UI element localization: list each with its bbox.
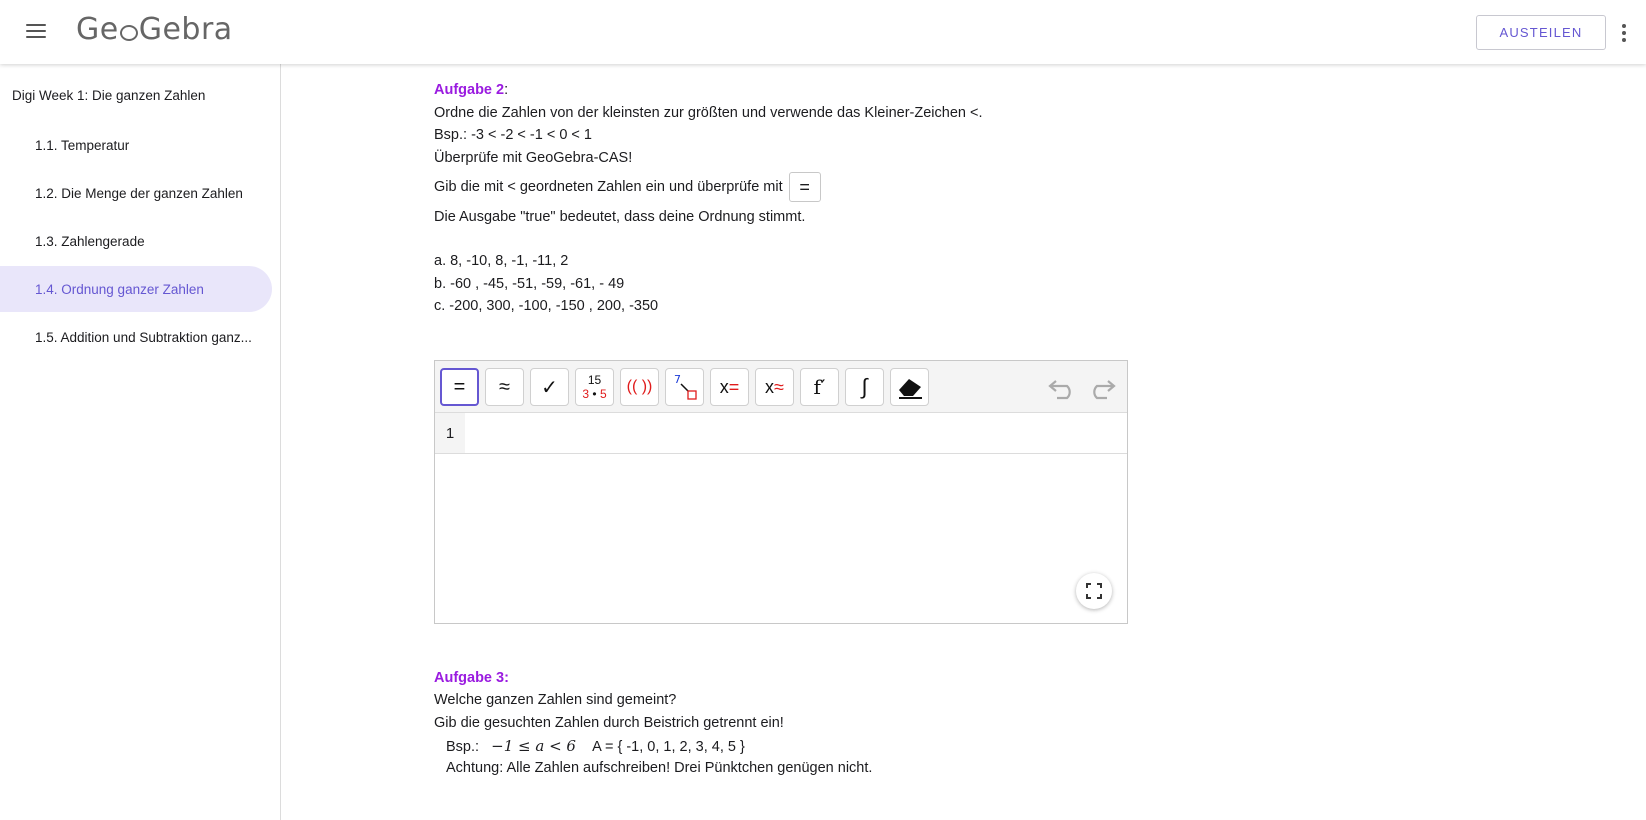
substitute-tool[interactable] xyxy=(665,368,704,406)
evaluate-tool[interactable] xyxy=(440,368,479,406)
integral-tool[interactable] xyxy=(845,368,884,406)
app-header xyxy=(0,0,1646,64)
factor-icon-bottom: 3 • 5 xyxy=(582,387,607,401)
sidebar-item-temperatur[interactable]: 1.1. Temperatur xyxy=(35,137,130,153)
svg-text:7: 7 xyxy=(673,373,681,386)
task2-item-a: a. 8, -10, 8, -1, -11, 2 xyxy=(434,253,569,269)
task3-question: Welche ganzen Zahlen sind gemeint? xyxy=(434,692,677,708)
delete-tool[interactable] xyxy=(890,368,929,406)
task3-warning: Achtung: Alle Zahlen aufschreiben! Drei Pünktchen genügen nicht. xyxy=(446,760,873,776)
task3-title xyxy=(434,670,509,686)
nsolve-icon: x≈ xyxy=(765,376,784,397)
solve-icon: x= xyxy=(719,376,740,397)
sidebar-item-addition-subtraktion[interactable]: 1.5. Addition und Subtraktion ganz... xyxy=(35,329,252,345)
task2-title: Aufgabe 2 xyxy=(434,82,505,98)
checkmark-icon: ✓ xyxy=(541,376,558,399)
task2-check-hint: Überprüfe mit GeoGebra-CAS! xyxy=(434,150,633,166)
factor-tool[interactable] xyxy=(575,368,614,406)
book-title[interactable]: Digi Week 1: Die ganzen Zahlen xyxy=(12,88,206,103)
fullscreen-button[interactable] xyxy=(1076,573,1112,609)
task3-example xyxy=(446,737,745,755)
substitute-icon xyxy=(670,372,700,402)
share-button[interactable]: AUSTEILEN xyxy=(1476,15,1606,50)
numeric-tool[interactable] xyxy=(485,368,524,406)
task2-heading xyxy=(434,82,508,98)
sidebar-item-menge-ganze-zahlen[interactable]: 1.2. Die Menge der ganzen Zahlen xyxy=(35,185,243,201)
redo-icon[interactable] xyxy=(1085,373,1117,401)
task2-example: Bsp.: -3 < -2 < -1 < 0 < 1 xyxy=(434,127,592,143)
book-sidebar xyxy=(0,64,281,820)
integral-icon: ∫ xyxy=(861,374,868,399)
task2-item-c: c. -200, 300, -100, -150 , 200, -350 xyxy=(434,298,659,314)
factor-icon-top: 15 xyxy=(587,373,602,387)
task2-instruction: Ordne die Zahlen von der kleinsten zur größten und verwende das Kleiner-Zeichen <. xyxy=(434,105,983,121)
task2-item-b: b. -60 , -45, -51, -59, -61, - 49 xyxy=(434,276,625,292)
logo-ring-icon xyxy=(120,25,138,41)
eraser-icon xyxy=(895,374,925,400)
keep-input-tool[interactable] xyxy=(530,368,569,406)
geogebra-logo[interactable] xyxy=(76,12,233,47)
derivative-tool[interactable] xyxy=(800,368,839,406)
fullscreen-icon xyxy=(1086,583,1102,599)
more-options-icon[interactable] xyxy=(1614,22,1634,44)
numeric-icon: ≈ xyxy=(499,375,510,398)
task3-title-text: Aufgabe 3: xyxy=(434,670,509,686)
task2-colon: : xyxy=(504,82,509,98)
task2-input-hint xyxy=(434,172,821,202)
solve-tool[interactable] xyxy=(710,368,749,406)
task3-example-set: A = { -1, 0, 1, 2, 3, 4, 5 } xyxy=(592,739,745,755)
expand-icon: (( )) xyxy=(626,378,653,395)
cas-toolbar xyxy=(435,361,1127,413)
task3-example-inequality: −1 ≤ a < 6 xyxy=(491,737,576,755)
evaluate-icon: = xyxy=(453,375,466,398)
nsolve-tool[interactable] xyxy=(755,368,794,406)
task3-example-label: Bsp.: xyxy=(446,739,480,755)
derivative-icon: f′ xyxy=(813,375,826,399)
logo-text-end: Gebra xyxy=(138,12,233,47)
undo-icon[interactable] xyxy=(1047,373,1079,401)
cas-input-field[interactable] xyxy=(465,413,1127,453)
sidebar-item-zahlengerade[interactable]: 1.3. Zahlengerade xyxy=(35,233,145,249)
cas-applet xyxy=(434,360,1128,624)
task3-instruction: Gib die gesuchten Zahlen durch Beistrich getrennt ein! xyxy=(434,715,784,731)
evaluate-inline-icon: = xyxy=(789,172,821,202)
sidebar-item-ordnung-ganzer-zahlen[interactable]: 1.4. Ordnung ganzer Zahlen xyxy=(0,266,272,312)
logo-text-start: Ge xyxy=(76,12,119,47)
cas-row xyxy=(435,413,1127,454)
expand-tool[interactable] xyxy=(620,368,659,406)
menu-icon[interactable] xyxy=(22,20,50,44)
task2-input-hint-text: Gib die mit < geordneten Zahlen ein und überprüfe mit xyxy=(434,178,783,195)
task2-true-hint: Die Ausgabe "true" bedeutet, dass deine Ordnung stimmt. xyxy=(434,209,806,225)
cas-row-number: 1 xyxy=(435,413,465,453)
